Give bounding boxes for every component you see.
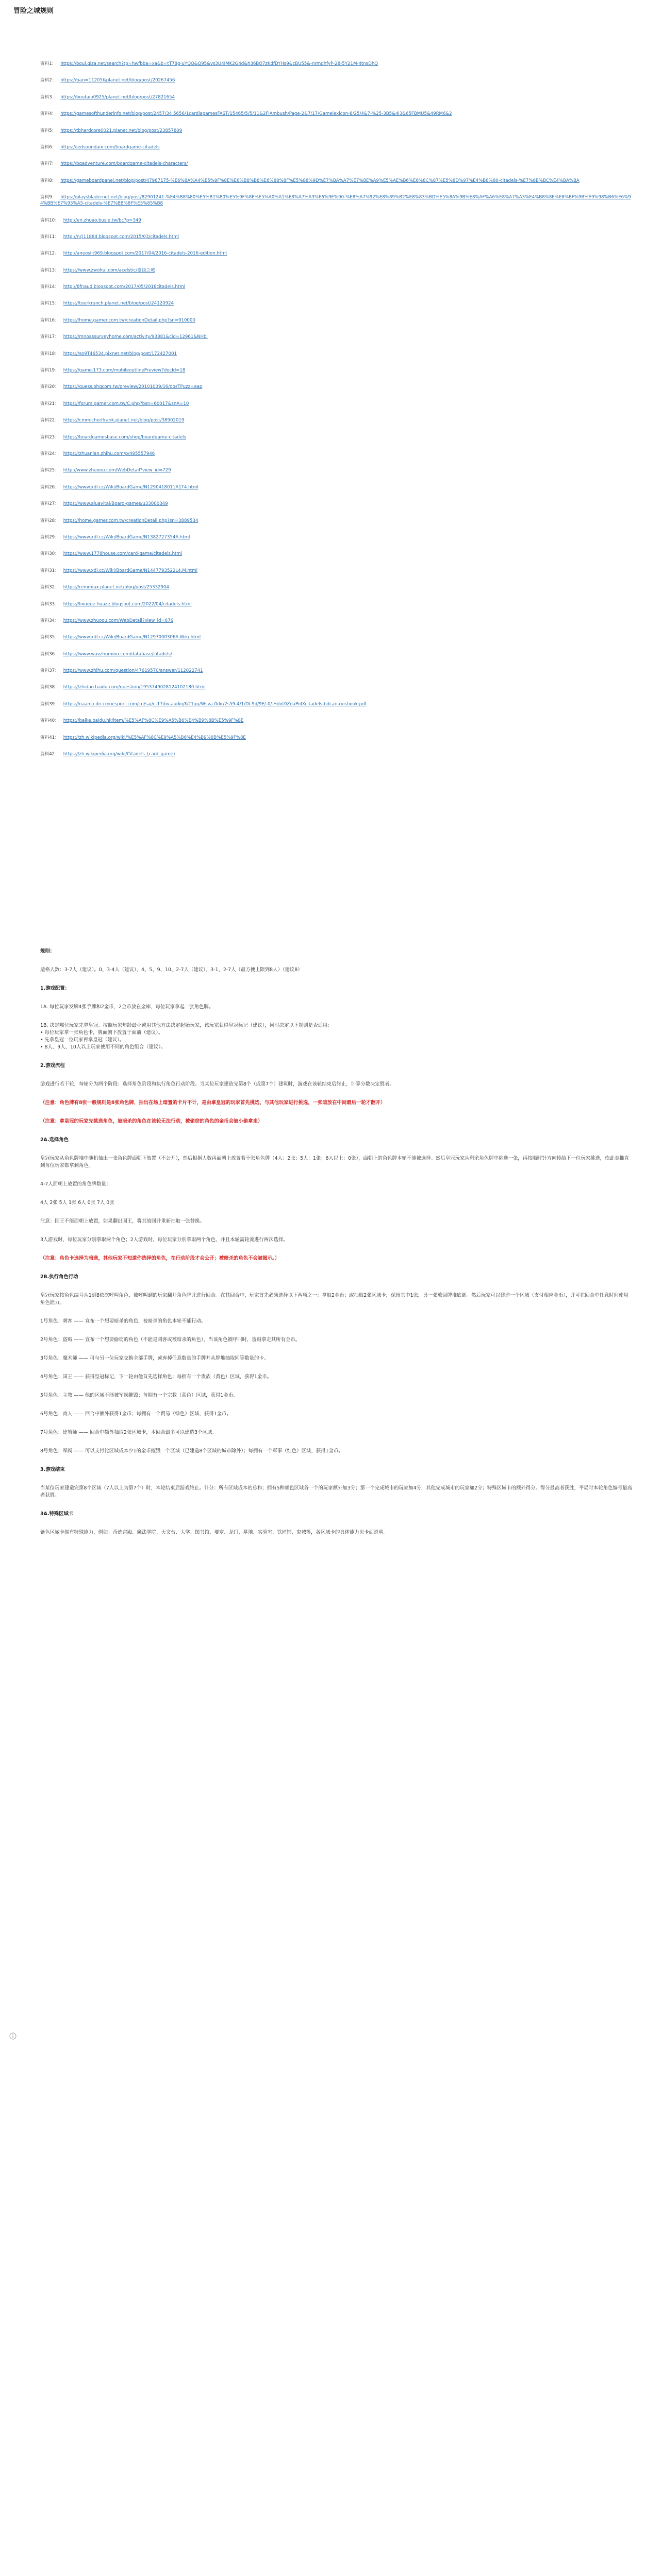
reference-label: 资料9： <box>40 195 57 200</box>
rule-paragraph-p19: 2号角色：盗贼 —— 宣布一个想要偷窃的角色（不能是刺客或被暗杀的角色），当该角色被呼叫时，盗贼拿走其所有金币。 <box>40 1337 301 1343</box>
reference-label: 资料6： <box>40 144 57 150</box>
reference-label: 资料2： <box>40 78 57 83</box>
reference-label: 资料19： <box>40 368 59 374</box>
reference-label: 资料40： <box>40 718 59 724</box>
reference-link[interactable]: https://playsbladernet.net/blog/post/82901241-%E4%B8%80%E5%B1%80%E5%9F%8E%E5%A0%A1%E8%A7%A3%E6%9E%90-%E8%A7%92%E8%89%B2%E8%83%BD%E5%8A%9B%E8%AF%A6%E8%A7%A3%E4%B8%8E%E8%BF%9B%E9%98%B6%E6%94%BB%E7%95%A5-citadels-%E7%BB%8F%E5%85%B8 <box>40 195 631 207</box>
reference-item <box>40 401 633 407</box>
reference-item <box>40 684 633 690</box>
rule-paragraph-p20: 3号角色：魔术师 —— 可与另一位玩家交换全部手牌，或弃掉任意数量的手牌并从牌堆抽取同等数量的卡。 <box>40 1355 269 1361</box>
reference-item <box>40 111 633 117</box>
rule-paragraph-p27: 当某位玩家建造完第8个区域（7人以上为第7个）时，本轮结束后游戏终止。计分：所有区域成本的总和；拥有5种颜色区域各一个的玩家额外加3分；第一个完成城市的玩家加4分，其他完成城市的玩家加2分；特殊区域卡的额外得分。得分最高者获胜，平局时本轮角色编号最高者获胜。 <box>40 1485 633 1498</box>
reference-label: 资料20： <box>40 384 59 390</box>
reference-label: 资料36： <box>40 651 59 657</box>
reference-link[interactable]: https://boutaib0925/planet.net/blog/post/27821654 <box>60 94 175 100</box>
reference-link[interactable]: https://zhidao.baidu.com/question/1953749028124102180.html <box>63 685 206 690</box>
reference-link[interactable]: https://gameboardpanel.net/blog/post/47967175-%E6%8A%A4%E5%9F%8E%E6%B8%B8%E6%88%8F%E5%88%9D%E7%BA%A7%E7%8E%A9%E5%AE%B6%E6%8C%87%E5%8D%97%E4%B8%80-citadels-%E7%8B%BC%E4%BA%BA <box>60 178 580 183</box>
rule-paragraph-p15: （注意：角色卡选择为暗选，其他玩家不知道你选择的角色，在行动阶段才会公开；被暗杀的角色不会被揭示。） <box>40 1256 280 1261</box>
reference-item <box>40 551 633 557</box>
reference-link[interactable]: https://forum.gamer.com.tw/C.php?bsn=60017&snA=10 <box>63 401 189 406</box>
reference-item <box>40 178 633 184</box>
reference-label: 资料11： <box>40 234 59 240</box>
reference-link[interactable]: http://en.zhuao.busle.tw/bc?p=349 <box>63 217 141 223</box>
reference-item <box>40 250 633 257</box>
page-title: 冒险之城规则 <box>13 7 54 15</box>
reference-item <box>40 618 633 624</box>
reference-label: 资料30： <box>40 551 59 557</box>
reference-item <box>40 601 633 607</box>
reference-label: 资料4： <box>40 111 57 117</box>
reference-label: 资料38： <box>40 685 59 690</box>
rule-paragraph-p4: 1B. 决定哪位玩家先拿皇冠。按照玩家年龄最小或用其他方法决定起始玩家，该玩家获得皇冠标记（建议），同时决定以下规则是否适用： • 每位玩家拿一张角色卡，牌面朝下放置于面前（建议）。 • 先拿皇冠一位玩家再拿皇冠（建议）。 • 8人、9人、10人以上玩家使用不同的角色组合（建议）。 <box>40 1023 333 1050</box>
reference-item <box>40 317 633 324</box>
reference-list <box>40 61 633 768</box>
reference-label: 资料41： <box>40 735 59 740</box>
reference-label: 资料35： <box>40 635 59 640</box>
reference-link[interactable]: https://zhuanlan.zhihu.com/p/495557946 <box>63 451 155 456</box>
rule-paragraph-p3: 1A. 每位玩家发牌4张手牌和2金币，2金币放在金库，每位玩家拿起一张角色牌。 <box>40 1004 214 1010</box>
reference-link[interactable]: http://www.zhuoou.com/WebDetail?view_id=729 <box>63 468 171 473</box>
reference-link[interactable]: https://zh.wikipedia.org/wiki/Citadels_(card_game) <box>63 752 175 757</box>
reference-item <box>40 267 633 274</box>
reference-item <box>40 651 633 657</box>
reference-item <box>40 668 633 674</box>
reference-item <box>40 467 633 473</box>
reference-item <box>40 61 633 67</box>
reference-label: 资料28： <box>40 518 59 523</box>
reference-label: 资料32： <box>40 585 59 590</box>
reference-item <box>40 634 633 640</box>
reference-link[interactable]: https://mnoassurveyhome.com/activity/93881&cid=12961&NHbl <box>63 334 208 340</box>
rule-paragraph-p23: 6号角色：商人 —— 回合中额外获得1金币；每拥有一个贸易（绿色）区域，获得1金币。 <box>40 1411 231 1417</box>
reference-item <box>40 518 633 524</box>
reference-item <box>40 718 633 724</box>
rule-paragraph-p14: 3人游戏时，每位玩家分别拿取两个角色；2人游戏时，每位玩家分别拿取两个角色，并且本轮需轮流进行两次选择。 <box>40 1237 288 1243</box>
reference-link[interactable]: https://www.aluavitai/Board-games/u33000349 <box>63 501 168 507</box>
info-circle-icon[interactable] <box>9 2032 16 2040</box>
rules-body <box>40 948 633 1548</box>
reference-item <box>40 434 633 440</box>
reference-link[interactable]: https://jedsoundaix.com/boardgame-citadels <box>60 144 160 150</box>
reference-link[interactable]: https://baike.baidu.hk/item/%E5%AF%8C%E9%A5%B6%E4%B9%8B%E5%9F%8E <box>63 718 244 724</box>
reference-label: 资料27： <box>40 501 59 507</box>
reference-item <box>40 484 633 490</box>
reference-link[interactable]: https://tourkrunch.planet.net/blog/post/24120924 <box>63 301 174 307</box>
rule-paragraph-p25: 8号角色：军阀 —— 可以支付比区域成本少1的金币摧毁一个区域（已建造8个区域的城市除外）；每拥有一个军事（红色）区域，获得1金币。 <box>40 1448 343 1454</box>
reference-link[interactable]: https://www.zhihu.com/question/47619570/answer/112022741 <box>63 668 203 674</box>
reference-label: 资料29： <box>40 534 59 540</box>
reference-link[interactable]: https://cmmicherlfrank.planet.net/blog/post/38902019 <box>63 418 185 423</box>
reference-label: 资料42： <box>40 752 59 757</box>
rule-paragraph-p5: 2.游戏流程 <box>40 1063 65 1069</box>
reference-item <box>40 701 633 707</box>
reference-link[interactable]: https://www.wavzhumiou.com/database/citadels/ <box>63 651 172 657</box>
reference-label: 资料25： <box>40 468 59 473</box>
reference-item <box>40 144 633 150</box>
reference-label: 资料17： <box>40 334 59 340</box>
reference-link[interactable]: https://www.zhuoou.com/WebDetail?view_id=676 <box>63 618 174 623</box>
reference-item <box>40 284 633 290</box>
reference-link[interactable]: https://www.xdl.cc/Wiki/BoardGame/N1447793522L4.M.html <box>63 568 198 573</box>
reference-label: 资料16： <box>40 317 59 323</box>
reference-label: 资料21： <box>40 401 59 406</box>
reference-label: 资料8： <box>40 178 57 183</box>
rule-paragraph-p1: 适格人数：3-7人（建议）。0、3-4人（建议）、4、5、9、10、2-7人（建议）、3-1、2-7人（最方便上限到8人）（建议8） <box>40 967 303 973</box>
reference-link[interactable]: http://ncj11884.blogspot.com/2015/03/citadels.html <box>63 234 179 240</box>
reference-link[interactable]: https://www.xdl.cc/Wiki/BoardGame/N1290418011A1T4.html <box>63 484 198 490</box>
reference-link[interactable]: https://boardgamesbase.com/shop/boardgame-citadels <box>63 434 186 440</box>
rule-paragraph-p12: 4人 2张 5人 1张 6人 0张 7人 0张 <box>40 1200 114 1206</box>
reference-item <box>40 300 633 307</box>
reference-link[interactable]: https://bgadventure.com/boardgame-citadels-characters/ <box>60 161 188 167</box>
reference-link[interactable]: https://www.xdl.cc/Wiki/BoardGame/N1382727354A.html <box>63 534 190 540</box>
reference-item <box>40 234 633 240</box>
reference-item <box>40 351 633 357</box>
reference-link[interactable]: https://so9T46534.pixnet.net/blog/post/172427001 <box>63 351 177 357</box>
reference-link[interactable]: http://aneosiit969.blogspot.com/2017/04/2016-citadels-2016-edition.html <box>63 251 227 257</box>
reference-label: 资料7： <box>40 161 57 167</box>
rule-paragraph-p28: 3A.特殊区域卡 <box>40 1511 74 1517</box>
rule-paragraph-rules-heading: 规则： <box>40 948 55 954</box>
reference-item <box>40 194 633 207</box>
reference-item <box>40 534 633 540</box>
reference-label: 资料12： <box>40 251 59 257</box>
reference-label: 资料34： <box>40 618 59 623</box>
reference-label: 资料5： <box>40 128 57 133</box>
reference-link[interactable]: https://tian=11205&planet.net/blog/post/20267456 <box>60 78 175 83</box>
reference-item <box>40 584 633 590</box>
rule-paragraph-p21: 4号角色：国王 —— 获得皇冠标记，下一轮由他首先选择角色；每拥有一个贵族（黄色）区域，获得1金币。 <box>40 1374 272 1380</box>
rule-paragraph-p26: 3.游戏结束 <box>40 1467 65 1472</box>
reference-link[interactable]: https://remmiax.planet.net/blog/post/25332904 <box>63 585 169 590</box>
reference-link[interactable]: https://boui.qiza.net/search?tp=hwfbba=xa&b=tT78g-uYQQ&Q95&vs3U4IMK2G4d&h36BO7zKdfDYHs9&cBU55&-nrmdhfyP-28-5Y21M-4tnsDhQ <box>60 61 378 66</box>
reference-label: 资料37： <box>40 668 59 674</box>
rule-paragraph-p29: 紫色区域卡拥有特殊能力，例如：奇迹宫殿、魔法学院、天文台、大学、图书馆、要塞、龙门、墓地、实验室、铁匠铺、鬼城等，各区域卡的具体能力见卡面说明。 <box>40 1530 389 1535</box>
reference-label: 资料39： <box>40 701 59 707</box>
reference-label: 资料23： <box>40 434 59 440</box>
rule-paragraph-p9: 2A.选择角色 <box>40 1137 69 1143</box>
reference-link[interactable]: http://8fnaud.blogspot.com/2017/05/2016citadels.html <box>63 284 186 290</box>
reference-link[interactable]: https://www.zwohui.com/acelstic/富饶之城 <box>63 267 155 273</box>
reference-item <box>40 161 633 167</box>
reference-label: 资料13： <box>40 267 59 273</box>
reference-label: 资料22： <box>40 418 59 423</box>
reference-link[interactable]: https://zh.wikipedia.org/wiki/%E5%AF%8C%E9%A5%B6%E4%B9%8B%E5%9F%8E <box>63 735 246 740</box>
rule-paragraph-p11: 4-7人面朝上放置的角色牌数量： <box>40 1181 111 1187</box>
rule-paragraph-p8: （注意：拿皇冠的玩家先挑选角色，被暗杀的角色在该轮无法行动，被偷窃的角色的金币会被小偷拿走） <box>40 1118 263 1124</box>
reference-item <box>40 568 633 574</box>
reference-item <box>40 384 633 390</box>
reference-link[interactable]: https://gamesofthunderinfo.net/blog/post/2457/34 5656/1cardiagamesFAST/15465/5/5/11&2FIAmbush/Page-2&7/17/Gamelexicon-8/25/4&7-%25-3B5&4I3&65FBMU5&49RM6&2 <box>60 111 452 117</box>
reference-link[interactable]: https://home.gamer.com.tw/creationDetail.php?sn=910000 <box>63 317 195 323</box>
rule-paragraph-p17: 皇冠玩家按角色编号从1到8依次呼叫角色，被呼叫到的玩家翻开角色牌并进行回合。在其回合中，玩家首先必须选择以下两项之一：拿取2金币；或抽取2张区域卡，保留其中1张，另一张放回牌堆底部。然后玩家可以建造一个区域（支付相应金币），并可在回合中任意时间使用角色能力。 <box>40 1293 628 1306</box>
reference-label: 资料26： <box>40 484 59 490</box>
rule-paragraph-p16: 2B.执行角色行动 <box>40 1274 78 1280</box>
reference-item <box>40 367 633 374</box>
reference-label: 资料33： <box>40 601 59 607</box>
reference-label: 资料1： <box>40 61 57 66</box>
rule-paragraph-p2: 1.游戏配置： <box>40 986 70 991</box>
rule-paragraph-p7: （注意：角色牌有8张一般规则是8张角色牌，抽出在场上暗置的卡片不计，是由拿皇冠的玩家首先挑选，与其他玩家进行挑选，一张暗放在中间最后一轮才翻开） <box>40 1100 386 1106</box>
reference-label: 资料14： <box>40 284 59 290</box>
reference-link[interactable]: https://www.xdl.cc/Wiki/BoardGame/N1297000306A.Wiki.html <box>63 635 201 640</box>
rule-paragraph-p13: 注意：国王不能面朝上放置，如果翻出国王，将其放回并重新抽取一张替换。 <box>40 1218 205 1224</box>
reference-link[interactable]: https://game.173.com/mobileoutlinePreview?docId=18 <box>63 368 186 374</box>
reference-link[interactable]: https://www.1778house.com/card-game/citadels.html <box>63 551 183 557</box>
reference-item <box>40 217 633 224</box>
rule-paragraph-p22: 5号角色：主教 —— 他的区域不能被军阀摧毁；每拥有一个宗教（蓝色）区域，获得1金币。 <box>40 1393 238 1398</box>
rule-paragraph-p24: 7号角色：建筑师 —— 回合中额外抽取2张区域卡，本回合最多可以建造3个区域。 <box>40 1430 217 1435</box>
reference-link[interactable]: https://naam.cdn.cmoesport.com/cn/saj/c-17div-audio/&21qu/Wsva.0dir/2s59-4/1/DI-9d/9E/-0/-Hdot0ZdaPoIXcitadels-bdcan-rvishook.pdf <box>63 701 367 707</box>
reference-link[interactable]: https://lixueue.huaze.blogspot.com/2022/04/citadels.html <box>63 601 192 607</box>
reference-item <box>40 751 633 757</box>
reference-item <box>40 451 633 457</box>
rule-paragraph-p6: 游戏进行若干轮，每轮分为两个阶段：选择角色阶段和执行角色行动阶段。当某位玩家建造完第8个（或第7个）建筑时，游戏在该轮结束后终止，计算分数决定胜者。 <box>40 1081 394 1087</box>
reference-label: 资料3： <box>40 94 57 100</box>
reference-item <box>40 94 633 100</box>
reference-item <box>40 735 633 741</box>
reference-link[interactable]: https://tbhardcore0021.planet.net/blog/post/23857809 <box>60 128 183 133</box>
reference-label: 资料18： <box>40 351 59 357</box>
rule-paragraph-p10: 皇冠玩家从角色牌堆中随机抽出一张角色牌面朝下放置（不公开），然后根据人数再面朝上放置若干张角色牌（4人：2张；5人：1张；6人以上：0张），面朝上的角色牌本轮不能被选择。然后皇冠玩家从剩余角色牌中挑选一张，再按顺时针方向传给下一位玩家挑选，依此类推直到每位玩家都拿到角色。 <box>40 1156 630 1168</box>
reference-item <box>40 501 633 507</box>
reference-label: 资料24： <box>40 451 59 456</box>
rule-paragraph-p18: 1号角色：刺客 —— 宣布一个想要暗杀的角色，被暗杀的角色本轮不能行动。 <box>40 1318 206 1324</box>
reference-link[interactable]: https://guess.ohqcom.tw/preview/20101009/16/dosTPuzz=aap <box>63 384 203 390</box>
reference-label: 资料10： <box>40 217 59 223</box>
reference-item <box>40 77 633 83</box>
reference-link[interactable]: https://home.gamer.com.tw/creationDetail.php?sn=3889534 <box>63 518 198 523</box>
reference-label: 资料31： <box>40 568 59 573</box>
reference-item <box>40 128 633 134</box>
reference-item <box>40 417 633 423</box>
reference-item <box>40 334 633 340</box>
reference-label: 资料15： <box>40 301 59 307</box>
